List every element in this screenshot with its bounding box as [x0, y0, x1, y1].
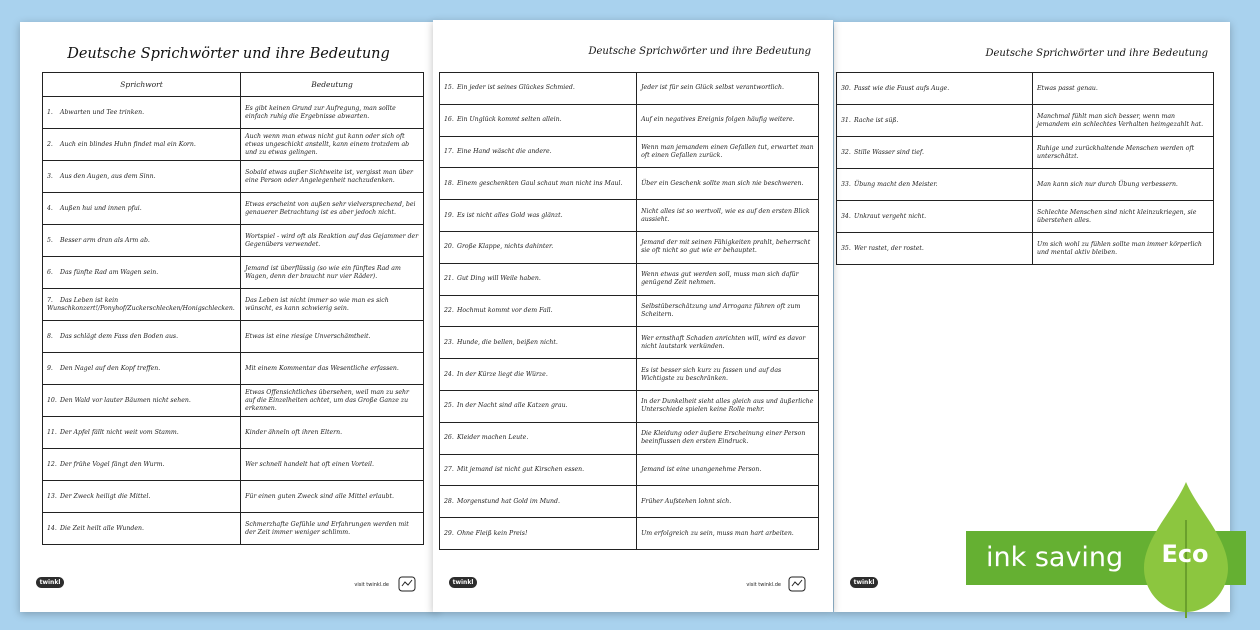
proverb-text: Eine Hand wäscht die andere.: [457, 147, 552, 155]
meaning-cell: Selbstüberschätzung und Arroganz führen oft zum Scheitern.: [637, 295, 819, 327]
proverb-number: 8.: [47, 332, 53, 340]
table-row: [837, 105, 1214, 137]
proverb-text: Das fünfte Rad am Wagen sein.: [60, 268, 159, 276]
table-row: [43, 417, 424, 449]
table-row: [440, 486, 819, 518]
proverb-text: Gut Ding will Weile haben.: [457, 275, 541, 283]
proverb-cell: [43, 353, 241, 385]
table-row: [440, 168, 819, 200]
proverb-number: 25.: [444, 402, 454, 410]
proverb-text: Den Nagel auf den Kopf treffen.: [60, 364, 161, 372]
proverb-text: Ein Unglück kommt selten allein.: [457, 116, 562, 124]
proverb-cell: [837, 233, 1033, 265]
stamp-icon: [397, 574, 417, 594]
meaning-cell: Wortspiel - wird oft als Reaktion auf das Gejammer der Gegenübers verwendet.: [241, 225, 424, 257]
proverb-number: 17.: [444, 147, 454, 155]
proverb-text: Besser arm dran als Arm ab.: [60, 236, 150, 244]
proverb-text: Morgenstund hat Gold im Mund.: [457, 497, 560, 505]
proverb-cell: [440, 73, 637, 105]
proverb-cell: [440, 295, 637, 327]
meaning-cell: Etwas erscheint von außen sehr vielversprechend, bei genauerer Betrachtung ist es aber jedoch nicht.: [241, 193, 424, 225]
proverb-number: 18.: [444, 179, 454, 187]
proverb-text: Außen hui und innen pfui.: [60, 204, 142, 212]
table-row: [440, 263, 819, 295]
meaning-cell: Auch wenn man etwas nicht gut kann oder sich oft etwas ungeschickt anstellt, kann einem trotzdem ab und zu etwas gelingen.: [241, 129, 424, 161]
proverb-cell: [440, 327, 637, 359]
proverb-cell: [43, 129, 241, 161]
meaning-cell: Wer ernsthaft Schaden anrichten will, wird es davor nicht lautstark verkünden.: [637, 327, 819, 359]
table-row: [43, 513, 424, 545]
proverb-cell: [440, 104, 637, 136]
table-row: [43, 353, 424, 385]
table-row: [837, 233, 1214, 265]
table-row: [43, 193, 424, 225]
proverb-text: Der frühe Vogel fängt den Wurm.: [60, 460, 165, 468]
table-row: [440, 295, 819, 327]
meaning-cell: Etwas Offensichtliches übersehen, weil man zu sehr auf die Einzelheiten achtet, um das Große Ganze zu erkennen.: [241, 385, 424, 417]
proverb-cell: [43, 289, 241, 321]
twinkl-logo: twinkl: [850, 577, 878, 588]
proverb-rows: [440, 73, 819, 550]
table-row: [440, 231, 819, 263]
proverb-number: 6.: [47, 268, 53, 276]
meaning-cell: Schlechte Menschen sind nicht kleinzukriegen, sie überstehen alles.: [1033, 201, 1214, 233]
worksheet-page-1: [20, 22, 437, 612]
proverb-text: Einem geschenkten Gaul schaut man nicht ins Maul.: [457, 179, 623, 187]
proverb-cell: [440, 136, 637, 168]
proverb-cell: [43, 321, 241, 353]
table-row: [43, 289, 424, 321]
proverb-text: Abwarten und Tee trinken.: [60, 108, 145, 116]
proverb-text: Mit jemand ist nicht gut Kirschen essen.: [457, 465, 585, 473]
proverb-text: Große Klappe, nichts dahinter.: [457, 243, 554, 251]
proverb-number: 16.: [444, 116, 454, 124]
proverb-text: Hochmut kommt vor dem Fall.: [457, 306, 553, 314]
meaning-cell: Ruhige und zurückhaltende Menschen werden oft unterschätzt.: [1033, 137, 1214, 169]
proverb-cell: [440, 263, 637, 295]
proverb-number: 12.: [47, 460, 57, 468]
proverb-cell: [43, 513, 241, 545]
proverb-number: 4.: [47, 204, 53, 212]
meaning-cell: Manchmal fühlt man sich besser, wenn man jemandem ein schlechtes Verhalten heimgezahlt hat.: [1033, 105, 1214, 137]
meaning-cell: Früher Aufstehen lohnt sich.: [637, 486, 819, 518]
table-row: [440, 518, 819, 550]
meaning-cell: Über ein Geschenk sollte man sich nie beschweren.: [637, 168, 819, 200]
table-row: [440, 104, 819, 136]
proverb-cell: [43, 385, 241, 417]
table-row: [837, 169, 1214, 201]
meaning-cell: Wenn etwas gut werden soll, muss man sich dafür genügend Zeit nehmen.: [637, 263, 819, 295]
proverb-cell: [43, 481, 241, 513]
proverb-cell: [837, 105, 1033, 137]
meaning-cell: Wer schnell handelt hat oft einen Vorteil.: [241, 449, 424, 481]
meaning-cell: Kinder ähneln oft ihren Eltern.: [241, 417, 424, 449]
table-row: [43, 161, 424, 193]
proverb-number: 28.: [444, 497, 454, 505]
proverb-cell: [43, 449, 241, 481]
meaning-cell: Schmerzhafte Gefühle und Erfahrungen werden mit der Zeit immer weniger schlimm.: [241, 513, 424, 545]
proverb-cell: [837, 169, 1033, 201]
proverb-cell: [43, 97, 241, 129]
worksheet-title: Deutsche Sprichwörter und ihre Bedeutung: [67, 46, 390, 62]
table-row: [43, 321, 424, 353]
proverb-table: [42, 72, 424, 545]
meaning-cell: Sobald etwas außer Sichtweite ist, vergisst man über eine Person oder Angelegenheit nachzudenken.: [241, 161, 424, 193]
meaning-cell: Die Kleidung oder äußere Erscheinung einer Person beeinflussen den ersten Eindruck.: [637, 422, 819, 454]
proverb-cell: [837, 201, 1033, 233]
eco-label: Eco: [1161, 540, 1209, 568]
proverb-text: Es ist nicht alles Gold was glänzt.: [457, 211, 563, 219]
proverb-rows: [43, 97, 424, 545]
worksheet-title: Deutsche Sprichwörter und ihre Bedeutung: [588, 46, 811, 57]
meaning-cell: Jemand der mit seinen Fähigkeiten prahlt, beherrscht sie oft nicht so gut wie er behauptet.: [637, 231, 819, 263]
ink-saving-label: ink saving: [986, 542, 1124, 573]
proverb-text: Kleider machen Leute.: [457, 434, 529, 442]
proverb-number: 26.: [444, 434, 454, 442]
proverb-text: Wer rastet, der rostet.: [854, 244, 924, 252]
proverb-table: [439, 72, 819, 550]
proverb-number: 30.: [841, 84, 851, 92]
proverb-text: Übung macht den Meister.: [854, 180, 938, 188]
footer-visit-text: visit twinkl.de: [354, 582, 389, 588]
proverb-number: 29.: [444, 529, 454, 537]
table-row: [43, 385, 424, 417]
proverb-number: 22.: [444, 306, 454, 314]
table-row: [43, 97, 424, 129]
proverb-cell: [43, 161, 241, 193]
proverb-number: 34.: [841, 212, 851, 220]
table-row: [837, 201, 1214, 233]
meaning-cell: Jeder ist für sein Glück selbst verantwortlich.: [637, 73, 819, 105]
proverb-number: 20.: [444, 243, 454, 251]
table-row: [440, 390, 819, 422]
proverb-cell: [440, 454, 637, 486]
footer-visit-text: visit twinkl.de: [746, 582, 781, 588]
table-row: [43, 225, 424, 257]
meaning-cell: Es ist besser sich kurz zu fassen und auf das Wichtigste zu beschränken.: [637, 359, 819, 391]
twinkl-logo: twinkl: [36, 577, 64, 588]
table-row: [440, 327, 819, 359]
meaning-cell: Nicht alles ist so wertvoll, wie es auf den ersten Blick aussieht.: [637, 200, 819, 232]
meaning-cell: Mit einem Kommentar das Wesentliche erfassen.: [241, 353, 424, 385]
table-row: [837, 73, 1214, 105]
worksheet-title: Deutsche Sprichwörter und ihre Bedeutung: [985, 48, 1208, 59]
proverb-text: Der Zweck heiligt die Mittel.: [60, 492, 151, 500]
proverb-number: 33.: [841, 180, 851, 188]
proverb-number: 23.: [444, 338, 454, 346]
proverb-cell: [43, 417, 241, 449]
proverb-number: 9.: [47, 364, 53, 372]
proverb-text: Ohne Fleiß kein Preis!: [457, 529, 528, 537]
meaning-cell: Auf ein negatives Ereignis folgen häufig weitere.: [637, 104, 819, 136]
worksheet-page-2: [433, 20, 833, 612]
proverb-number: 15.: [444, 84, 454, 92]
proverb-text: In der Nacht sind alle Katzen grau.: [457, 402, 568, 410]
proverb-cell: [440, 486, 637, 518]
table-row: [43, 449, 424, 481]
meaning-cell: Etwas passt genau.: [1033, 73, 1214, 105]
proverb-cell: [837, 137, 1033, 169]
proverb-text: Die Zeit heilt alle Wunden.: [60, 524, 144, 532]
proverb-cell: [440, 168, 637, 200]
proverb-text: Rache ist süß.: [854, 116, 899, 124]
proverb-cell: [440, 518, 637, 550]
table-row: [440, 422, 819, 454]
proverb-number: 31.: [841, 116, 851, 124]
meaning-cell: Das Leben ist nicht immer so wie man es sich wünscht, es kann schwierig sein.: [241, 289, 424, 321]
header-meaning: Bedeutung: [241, 73, 424, 97]
proverb-number: 13.: [47, 492, 57, 500]
meaning-cell: Etwas ist eine riesige Unverschämtheit.: [241, 321, 424, 353]
proverb-cell: [440, 390, 637, 422]
proverb-number: 14.: [47, 524, 57, 532]
meaning-cell: Man kann sich nur durch Übung verbessern.: [1033, 169, 1214, 201]
table-row: [440, 73, 819, 105]
meaning-cell: Für einen guten Zweck sind alle Mittel erlaubt.: [241, 481, 424, 513]
proverb-cell: [43, 193, 241, 225]
proverb-text: Stille Wasser sind tief.: [854, 148, 924, 156]
header-proverb: Sprichwort: [43, 73, 241, 97]
table-row: [440, 359, 819, 391]
proverb-number: 19.: [444, 211, 454, 219]
meaning-cell: Wenn man jemandem einen Gefallen tut, erwartet man oft einen Gefallen zurück.: [637, 136, 819, 168]
proverb-cell: [43, 225, 241, 257]
proverb-rows: [837, 73, 1214, 265]
proverb-number: 11.: [47, 428, 57, 436]
meaning-cell: Jemand ist überflüssig (so wie ein fünftes Rad am Wagen, denn der braucht nur vier Räder).: [241, 257, 424, 289]
proverb-text: Unkraut vergeht nicht.: [854, 212, 927, 220]
proverb-text: Das Leben ist kein Wunschkonzert!/Ponyhof/Zuckerschlecken/Honigschlecken.: [47, 296, 235, 312]
proverb-text: In der Kürze liegt die Würze.: [457, 370, 548, 378]
proverb-cell: [440, 200, 637, 232]
table-row: [43, 481, 424, 513]
proverb-table: [836, 72, 1214, 265]
proverb-number: 1.: [47, 108, 53, 116]
proverb-text: Auch ein blindes Huhn findet mal ein Korn.: [60, 140, 196, 148]
table-row: [440, 454, 819, 486]
proverb-cell: [837, 73, 1033, 105]
proverb-number: 3.: [47, 172, 53, 180]
proverb-number: 7.: [47, 296, 53, 304]
proverb-number: 27.: [444, 465, 454, 473]
meaning-cell: Um erfolgreich zu sein, muss man hart arbeiten.: [637, 518, 819, 550]
proverb-text: Den Wald vor lauter Bäumen nicht sehen.: [60, 396, 191, 404]
proverb-number: 35.: [841, 244, 851, 252]
proverb-number: 21.: [444, 275, 454, 283]
table-row: [837, 137, 1214, 169]
table-row: [43, 257, 424, 289]
proverb-number: 32.: [841, 148, 851, 156]
meaning-cell: Um sich wohl zu fühlen sollte man immer körperlich und mental aktiv bleiben.: [1033, 233, 1214, 265]
table-row: [440, 200, 819, 232]
proverb-text: Das schlägt dem Fass den Boden aus.: [60, 332, 179, 340]
meaning-cell: Jemand ist eine unangenehme Person.: [637, 454, 819, 486]
table-row: [440, 136, 819, 168]
stamp-icon: [787, 574, 807, 594]
twinkl-logo: twinkl: [449, 577, 477, 588]
table-header-row: [43, 73, 424, 97]
proverb-cell: [440, 231, 637, 263]
table-row: [43, 129, 424, 161]
proverb-number: 5.: [47, 236, 53, 244]
proverb-cell: [440, 359, 637, 391]
proverb-number: 2.: [47, 140, 53, 148]
proverb-text: Hunde, die bellen, beißen nicht.: [457, 338, 558, 346]
meaning-cell: Es gibt keinen Grund zur Aufregung, man sollte einfach ruhig die Ergebnisse abwarten.: [241, 97, 424, 129]
proverb-text: Passt wie die Faust aufs Auge.: [854, 84, 950, 92]
proverb-text: Der Apfel fällt nicht weit vom Stamm.: [60, 428, 179, 436]
proverb-text: Aus den Augen, aus dem Sinn.: [60, 172, 156, 180]
meaning-cell: In der Dunkelheit sieht alles gleich aus und äußerliche Unterschiede spielen keine Rolle mehr.: [637, 390, 819, 422]
proverb-text: Ein jeder ist seines Glückes Schmied.: [457, 84, 575, 92]
proverb-cell: [43, 257, 241, 289]
proverb-cell: [440, 422, 637, 454]
proverb-number: 10.: [47, 396, 57, 404]
proverb-number: 24.: [444, 370, 454, 378]
